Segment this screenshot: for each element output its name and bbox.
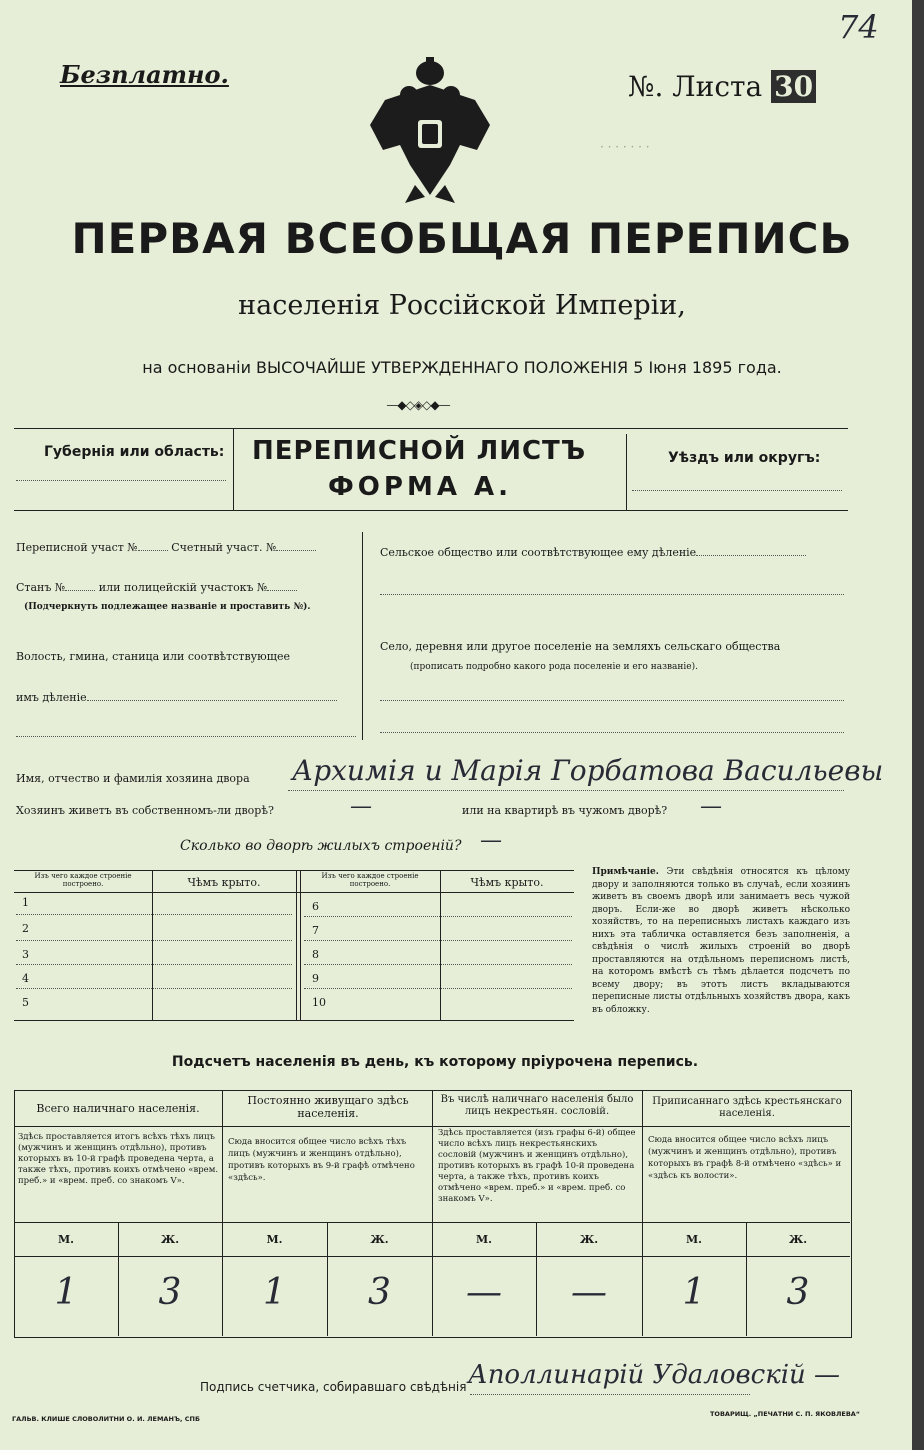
main-title: ПЕРВАЯ ВСЕОБЩАЯ ПЕРЕПИСЬ	[71, 214, 853, 263]
own-yard-label: Хозяинъ живетъ въ собственномъ-ли дворѣ?	[16, 804, 274, 817]
volost-field-extra[interactable]	[16, 736, 356, 737]
table-row: 7	[312, 924, 319, 937]
registered-male-value[interactable]: 1	[682, 1272, 706, 1313]
male-label: М.	[475, 1233, 492, 1246]
village-field-1[interactable]	[380, 700, 844, 701]
owner-name-label: Имя, отчество и фамилія хозяина двора	[16, 772, 250, 785]
buildings-value[interactable]: —	[480, 828, 502, 853]
subtitle: населенія Россійской Имперіи,	[238, 290, 686, 321]
ornament-divider: —◆◇◈◇◆—	[386, 398, 450, 412]
count-col-nonpeasant-desc: Здѣсь проставляется (изъ графы 6-й) общее число всѣхъ лицъ некрестьянскихъ сословій (мужчинъ и женщинъ отдѣльно), противъ которыхъ въ графѣ 10-й проведена черта, а также тѣхъ, противъ коихъ отмѣчено «врем. преб.» и «врем. преб. со знакомъ V».	[438, 1128, 636, 1204]
permanent-female-value[interactable]: 3	[368, 1272, 391, 1313]
sheet-number	[628, 70, 816, 103]
table-col-roof: Чѣмъ крыто.	[187, 876, 261, 889]
table-row: 1	[22, 896, 29, 909]
volost-label: Волость, гмина, станица или соотвѣтствующее	[16, 650, 290, 663]
archive-page-number: 74	[838, 8, 879, 46]
police-label: или полицейскій участокъ №	[98, 581, 268, 594]
village-field-2[interactable]	[380, 732, 844, 733]
female-label: Ж.	[160, 1233, 180, 1246]
signature-label: Подпись счетчика, собиравшаго свѣдѣнія	[200, 1380, 467, 1394]
district-field[interactable]	[632, 490, 842, 491]
district-label: Уѣздъ или округъ:	[668, 450, 821, 466]
double-headed-eagle-emblem	[365, 55, 495, 205]
note-label: Примѣчаніе.	[592, 867, 659, 877]
table-row: 4	[22, 972, 29, 985]
rent-value[interactable]: —	[700, 794, 722, 819]
count-col-nonpeasant-head: Въ числѣ наличнаго населенія было лицъ некрестьян. сословій.	[440, 1094, 634, 1117]
total-male-value[interactable]: 1	[54, 1272, 78, 1313]
note-text: Эти свѣдѣнія относятся къ цѣлому двору и заполняются только въ случаѣ, если хозяинъ живетъ въ своемъ дворѣ или занимаетъ весь чужой дворъ. Если-же во дворѣ живетъ нѣсколько хозяйствъ, то на переписныхъ листахъ каждаго изъ нихъ эта табличка оставляется безъ заполненія, а свѣдѣнія о числѣ жилыхъ строеній во дворѣ проставляются на отдѣльномъ переписномъ листѣ, на которомъ вмѣстѣ съ тѣмъ дѣлается подсчетъ по всему двору; въ этотъ листъ вкладываются переписные листы отдѣльныхъ хозяйствъ двора, какъ въ обложку.	[592, 867, 850, 1015]
free-label: Безплатно.	[60, 60, 229, 89]
table-row: 6	[312, 900, 319, 913]
total-female-value[interactable]: 3	[158, 1272, 182, 1313]
count-col-permanent-head: Постоянно живущаго здѣсь населенія.	[247, 1094, 409, 1120]
count-col-total-head: Всего наличнаго населенія.	[36, 1102, 200, 1115]
count-col-registered-head: Приписаннаго здѣсь крестьянскаго населенія.	[652, 1096, 842, 1119]
stan-label: Станъ №	[16, 581, 66, 594]
male-label: М.	[266, 1233, 283, 1246]
owner-name-value[interactable]: Архимія и Марія Горбатова Васильевы	[292, 754, 884, 787]
province-field[interactable]	[16, 480, 226, 481]
table-row: 2	[22, 922, 29, 935]
scan-edge	[912, 0, 924, 1450]
province-label: Губернія или область:	[44, 444, 225, 460]
table-row: 10	[312, 996, 326, 1009]
table-col-material-2: Изъ чего каждое строеніе построено.	[321, 872, 419, 888]
female-label: Ж.	[370, 1233, 389, 1246]
sheet-number-value: 30	[771, 70, 816, 103]
form-title: ПЕРЕПИСНОЙ ЛИСТЪ	[252, 436, 587, 466]
male-label: М.	[57, 1233, 74, 1246]
female-label: Ж.	[579, 1233, 599, 1246]
male-label: М.	[685, 1233, 702, 1246]
count-col-total-desc: Здѣсь проставляется итогъ всѣхъ тѣхъ лицъ (мужчинъ и женщинъ отдѣльно), противъ которыхъ въ 10-й графѣ проведена черта, а также тѣхъ, противъ коихъ отмѣчено «врем. преб.» и «врем. преб. со знакомъ V».	[18, 1132, 219, 1186]
own-yard-value[interactable]: —	[350, 794, 372, 819]
rent-label: или на квартирѣ въ чужомъ дворѣ?	[462, 804, 668, 817]
village-label: Село, деревня или другое поселеніе на земляхъ сельскаго общества	[380, 640, 781, 653]
registered-female-value[interactable]: 3	[786, 1272, 810, 1313]
buildings-label: Сколько во дворѣ жилыхъ строеній?	[180, 838, 462, 854]
counting-area-label: Счетный участ. №	[171, 541, 277, 554]
nonpeasant-female-value[interactable]: —	[571, 1272, 607, 1313]
permanent-male-value[interactable]: 1	[263, 1272, 286, 1313]
table-col-roof-2: Чѣмъ крыто.	[470, 876, 544, 889]
legal-basis: на основаніи ВЫСОЧАЙШЕ УТВЕРЖДЕННАГО ПОЛОЖЕНІЯ 5 Іюня 1895 года.	[142, 358, 782, 377]
census-area-field[interactable]	[16, 540, 316, 554]
census-area-label: Переписной участ №	[16, 541, 138, 554]
society-field[interactable]	[380, 545, 806, 559]
volost-label-2: имъ дѣленіе	[16, 691, 87, 704]
bleed-through-text: · · · · · · ·	[600, 140, 650, 154]
underline-note: (Подчеркнуть подлежащее названіе и проставить №).	[24, 602, 311, 612]
female-label: Ж.	[788, 1233, 808, 1246]
village-note: (прописать подробно какого рода поселеніе и его названіе).	[410, 662, 698, 672]
form-type: ФОРМА А.	[328, 472, 512, 502]
note-block	[592, 866, 850, 1016]
sheet-number-label: №. Листа	[628, 70, 763, 103]
stan-field[interactable]	[16, 580, 297, 594]
society-field-extra[interactable]	[380, 594, 844, 595]
table-row: 9	[312, 972, 319, 985]
table-col-material: Изъ чего каждое строеніе построено.	[34, 872, 132, 888]
table-row: 8	[312, 948, 319, 961]
table-row: 5	[22, 996, 29, 1009]
count-title: Подсчетъ населенія въ день, къ которому пріурочена перепись.	[171, 1054, 699, 1070]
count-col-permanent-desc: Сюда вносится общее число всѣхъ тѣхъ лицъ (мужчинъ и женщинъ отдѣльно), противъ которыхъ въ 9-й графѣ отмѣчено «здѣсь».	[228, 1137, 415, 1183]
volost-field[interactable]	[16, 690, 337, 704]
footer-printer-right: ТОВАРИЩ. „ПЕЧАТНИ С. П. ЯКОВЛЕВА“	[710, 1410, 861, 1418]
nonpeasant-male-value[interactable]: —	[466, 1272, 502, 1313]
count-col-registered-desc: Сюда вносится общее число всѣхъ лицъ (мужчинъ и женщинъ отдѣльно), противъ которыхъ въ графѣ 8-й отмѣчено «здѣсь» и «здѣсь къ волости».	[648, 1135, 842, 1181]
table-row: 3	[22, 948, 29, 961]
enumerator-signature[interactable]: Аполлинарій Удаловскій —	[468, 1360, 841, 1390]
footer-printer-left: ГАЛЬВ. КЛИШЕ СЛОВОЛИТНИ О. И. ЛЕМАНЪ, СПБ	[12, 1415, 200, 1423]
society-label: Сельское общество или соотвѣтствующее ему дѣленіе	[380, 546, 697, 559]
